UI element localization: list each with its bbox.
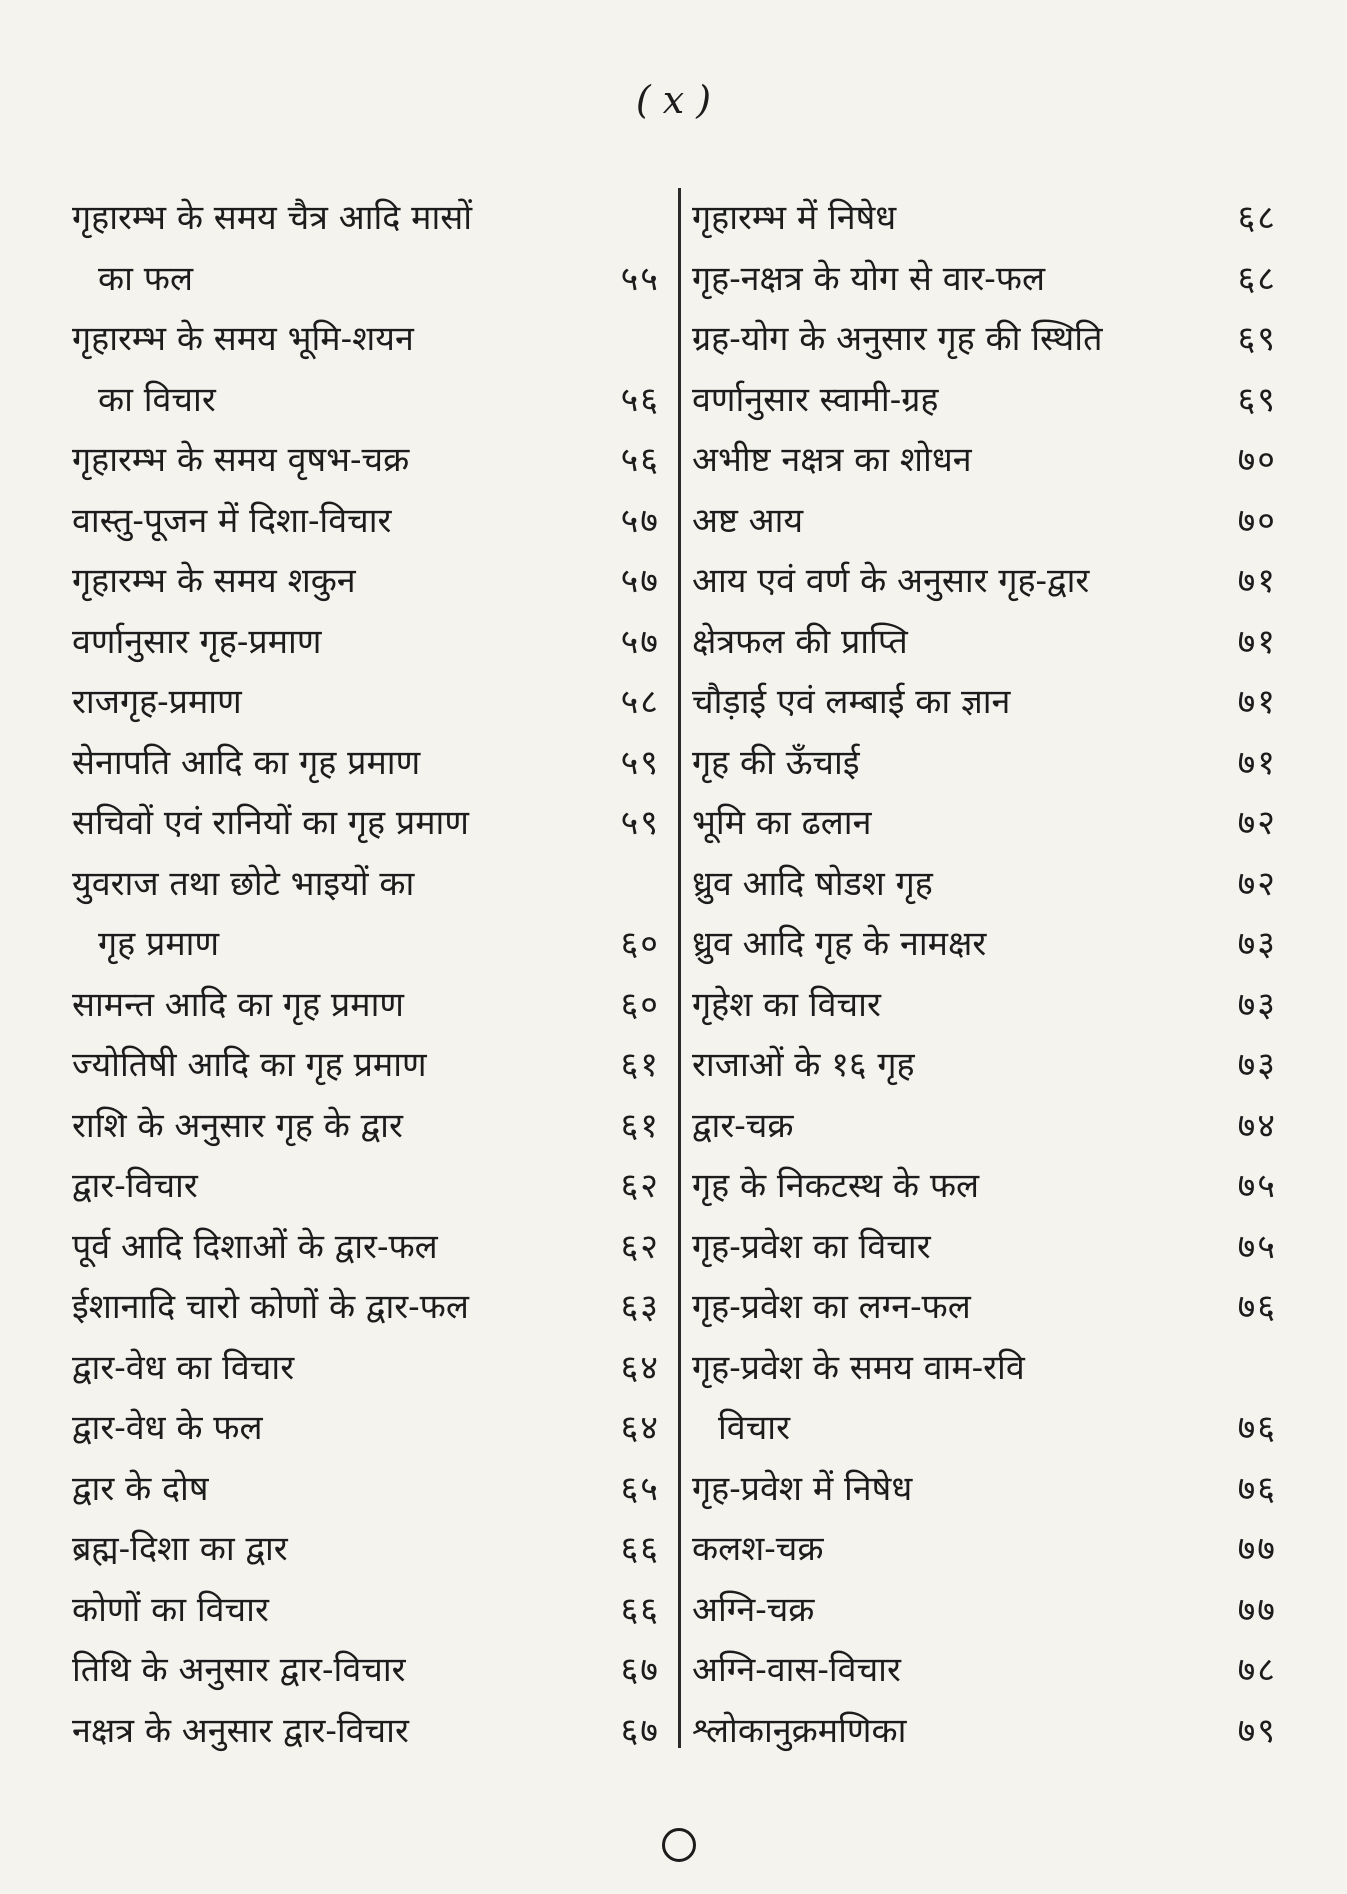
toc-entry-title: द्वार-विचार bbox=[72, 1166, 198, 1206]
toc-entry-title: द्वार-चक्र bbox=[692, 1105, 794, 1146]
toc-entry-title: गृह-प्रवेश के समय वाम-रवि bbox=[692, 1347, 1025, 1388]
toc-entry-title: द्वार-वेध के फल bbox=[72, 1408, 263, 1448]
toc-entry-title: तिथि के अनुसार द्वार-विचार bbox=[72, 1650, 406, 1690]
toc-entry-page-number: ६४ bbox=[620, 1347, 660, 1388]
toc-entry-title: गृह-नक्षत्र के योग से वार-फल bbox=[692, 258, 1046, 299]
toc-entry-page-number: ५६ bbox=[620, 440, 660, 480]
toc-entry-page-number: ६५ bbox=[620, 1468, 660, 1509]
page-number-header: ( x ) bbox=[635, 78, 712, 122]
toc-entry bbox=[692, 1035, 1277, 1096]
toc-entry bbox=[692, 1277, 1277, 1338]
toc-entry-page-number: ६३ bbox=[620, 1287, 660, 1327]
toc-entry-title: गृह-प्रवेश का विचार bbox=[692, 1226, 931, 1267]
toc-entry bbox=[72, 309, 660, 370]
toc-entry-page-number: ७९ bbox=[1237, 1710, 1277, 1751]
toc-entry-page-number: ७१ bbox=[1237, 682, 1277, 722]
toc-entry bbox=[72, 1217, 660, 1278]
toc-entry bbox=[72, 672, 660, 733]
toc-entry bbox=[692, 793, 1277, 854]
toc-entry bbox=[72, 975, 660, 1036]
contents-right-column bbox=[692, 188, 1277, 1761]
toc-entry-title: क्षेत्रफल की प्राप्ति bbox=[692, 621, 908, 662]
toc-entry bbox=[72, 1035, 660, 1096]
toc-entry-title: राजगृह-प्रमाण bbox=[72, 682, 242, 722]
toc-entry bbox=[72, 249, 660, 310]
toc-entry bbox=[72, 1156, 660, 1217]
toc-entry-page-number: ६० bbox=[620, 924, 660, 964]
toc-entry bbox=[692, 975, 1277, 1036]
toc-entry bbox=[72, 1701, 660, 1762]
toc-entry-title: ध्रुव आदि षोडश गृह bbox=[692, 863, 933, 904]
toc-entry bbox=[72, 793, 660, 854]
toc-entry bbox=[692, 914, 1277, 975]
toc-entry-title: वर्णानुसार गृह-प्रमाण bbox=[72, 621, 322, 662]
toc-entry bbox=[72, 1640, 660, 1701]
toc-entry-page-number: ५८ bbox=[620, 682, 660, 722]
toc-entry-title: नक्षत्र के अनुसार द्वार-विचार bbox=[72, 1710, 409, 1751]
toc-entry-title: युवराज तथा छोटे भाइयों का bbox=[72, 863, 415, 904]
toc-entry bbox=[692, 1338, 1277, 1399]
toc-entry bbox=[72, 491, 660, 552]
toc-entry bbox=[72, 1459, 660, 1520]
toc-entry-page-number: ७७ bbox=[1237, 1529, 1277, 1569]
toc-entry bbox=[692, 249, 1277, 310]
toc-entry-page-number: ७३ bbox=[1237, 984, 1277, 1025]
toc-entry-page-number: ६७ bbox=[620, 1650, 660, 1690]
toc-entry bbox=[72, 854, 660, 915]
toc-entry-title: गृह प्रमाण bbox=[98, 924, 220, 964]
toc-entry-title: अष्ट आय bbox=[692, 500, 804, 541]
toc-entry-title: ईशानादि चारो कोणों के द्वार-फल bbox=[72, 1287, 469, 1327]
toc-entry-page-number: ७६ bbox=[1237, 1287, 1277, 1327]
toc-entry-title: गृहारम्भ में निषेध bbox=[692, 198, 897, 238]
toc-entry-title: सामन्त आदि का गृह प्रमाण bbox=[72, 984, 404, 1025]
toc-entry-page-number: ७१ bbox=[1237, 621, 1277, 662]
toc-entry-page-number: ६१ bbox=[620, 1105, 660, 1146]
toc-entry bbox=[692, 309, 1277, 370]
toc-entry bbox=[692, 1580, 1277, 1641]
toc-entry bbox=[692, 1459, 1277, 1520]
toc-entry-title: गृह की ऊँचाई bbox=[692, 742, 860, 783]
toc-entry-page-number: ६२ bbox=[620, 1166, 660, 1206]
toc-entry-title: सेनापति आदि का गृह प्रमाण bbox=[72, 742, 421, 783]
toc-entry-title: चौड़ाई एवं लम्बाई का ज्ञान bbox=[692, 682, 1011, 722]
toc-entry-title: वर्णानुसार स्वामी-ग्रह bbox=[692, 379, 939, 420]
toc-entry-title: राशि के अनुसार गृह के द्वार bbox=[72, 1105, 403, 1146]
toc-entry bbox=[692, 1096, 1277, 1157]
toc-entry-page-number: ५६ bbox=[620, 379, 660, 420]
toc-entry-page-number: ६२ bbox=[620, 1226, 660, 1267]
toc-entry bbox=[72, 1398, 660, 1459]
toc-entry-page-number: ७५ bbox=[1237, 1226, 1277, 1267]
toc-entry bbox=[692, 551, 1277, 612]
toc-entry-page-number: ७३ bbox=[1237, 924, 1277, 964]
toc-entry bbox=[72, 1580, 660, 1641]
toc-entry-title: गृह के निकटस्थ के फल bbox=[692, 1166, 980, 1206]
toc-entry-title: श्लोकानुक्रमणिका bbox=[692, 1710, 907, 1751]
toc-entry bbox=[72, 430, 660, 491]
column-divider bbox=[678, 188, 681, 1748]
toc-entry-page-number: ६८ bbox=[1237, 258, 1277, 299]
toc-entry-title: गृहारम्भ के समय वृषभ-चक्र bbox=[72, 440, 410, 480]
toc-entry bbox=[72, 551, 660, 612]
toc-entry-page-number: ६८ bbox=[1237, 198, 1277, 238]
toc-entry-title: आय एवं वर्ण के अनुसार गृह-द्वार bbox=[692, 561, 1090, 601]
toc-entry-page-number: ७१ bbox=[1237, 561, 1277, 601]
toc-entry bbox=[692, 1217, 1277, 1278]
toc-entry-page-number: ७३ bbox=[1237, 1045, 1277, 1085]
toc-entry-title: अग्नि-वास-विचार bbox=[692, 1650, 901, 1690]
toc-entry bbox=[692, 1519, 1277, 1580]
toc-entry-page-number: ७७ bbox=[1237, 1589, 1277, 1630]
toc-entry-page-number: ६० bbox=[620, 984, 660, 1025]
toc-entry-page-number: ६७ bbox=[620, 1710, 660, 1751]
toc-entry-title: कोणों का विचार bbox=[72, 1589, 269, 1630]
toc-entry-title: ज्योतिषी आदि का गृह प्रमाण bbox=[72, 1045, 427, 1085]
toc-entry bbox=[72, 612, 660, 673]
toc-entry-title: विचार bbox=[718, 1408, 791, 1448]
toc-entry-page-number: ७० bbox=[1237, 440, 1277, 480]
toc-entry-title: गृह-प्रवेश का लग्न-फल bbox=[692, 1287, 971, 1327]
toc-entry-title: गृहेश का विचार bbox=[692, 984, 881, 1025]
footer-circle-mark bbox=[662, 1828, 696, 1862]
toc-entry-title: भूमि का ढलान bbox=[692, 803, 872, 843]
toc-entry-page-number: ६१ bbox=[620, 1045, 660, 1085]
toc-entry-title: ग्रह-योग के अनुसार गृह की स्थिति bbox=[692, 319, 1103, 359]
toc-entry-page-number: ६६ bbox=[620, 1589, 660, 1630]
toc-entry-page-number: ५९ bbox=[620, 803, 660, 843]
toc-entry bbox=[692, 733, 1277, 794]
toc-entry bbox=[72, 1338, 660, 1399]
toc-entry bbox=[692, 1640, 1277, 1701]
toc-entry-page-number: ७२ bbox=[1237, 803, 1277, 843]
toc-entry-page-number: ५५ bbox=[620, 258, 660, 299]
toc-entry bbox=[692, 188, 1277, 249]
toc-entry-title: गृहारम्भ के समय भूमि-शयन bbox=[72, 319, 414, 359]
toc-entry-page-number: ५७ bbox=[620, 621, 660, 662]
toc-entry-page-number: ६६ bbox=[620, 1529, 660, 1569]
toc-entry-title: अग्नि-चक्र bbox=[692, 1589, 815, 1630]
toc-entry bbox=[692, 370, 1277, 431]
toc-entry bbox=[72, 1519, 660, 1580]
toc-entry-title: का विचार bbox=[98, 379, 216, 420]
toc-entry bbox=[72, 370, 660, 431]
contents-left-column bbox=[72, 188, 660, 1761]
toc-entry-page-number: ७१ bbox=[1237, 742, 1277, 783]
toc-entry-page-number: ७२ bbox=[1237, 863, 1277, 904]
toc-entry bbox=[692, 1701, 1277, 1762]
toc-entry-page-number: ५७ bbox=[620, 500, 660, 541]
toc-entry-title: ध्रुव आदि गृह के नामक्षर bbox=[692, 924, 987, 964]
toc-entry bbox=[72, 188, 660, 249]
toc-entry-page-number: ५७ bbox=[620, 561, 660, 601]
toc-entry-page-number: ७४ bbox=[1237, 1105, 1277, 1146]
toc-entry bbox=[72, 1277, 660, 1338]
toc-entry bbox=[72, 1096, 660, 1157]
toc-entry-title: कलश-चक्र bbox=[692, 1529, 824, 1569]
toc-entry-page-number: ६९ bbox=[1237, 379, 1277, 420]
toc-entry-title: ब्रह्म-दिशा का द्वार bbox=[72, 1529, 288, 1569]
toc-entry-title: वास्तु-पूजन में दिशा-विचार bbox=[72, 500, 392, 541]
toc-entry bbox=[692, 1398, 1277, 1459]
toc-entry-title: द्वार के दोष bbox=[72, 1468, 209, 1509]
toc-entry-page-number: ७८ bbox=[1237, 1650, 1277, 1690]
toc-entry-page-number: ७५ bbox=[1237, 1166, 1277, 1206]
toc-entry-title: गृह-प्रवेश में निषेध bbox=[692, 1468, 913, 1509]
toc-entry-page-number: ६९ bbox=[1237, 319, 1277, 359]
toc-entry-page-number: ७६ bbox=[1237, 1468, 1277, 1509]
toc-entry bbox=[72, 733, 660, 794]
toc-entry-title: पूर्व आदि दिशाओं के द्वार-फल bbox=[72, 1226, 438, 1267]
toc-entry-title: गृहारम्भ के समय चैत्र आदि मासों bbox=[72, 198, 473, 238]
toc-entry bbox=[692, 854, 1277, 915]
toc-entry bbox=[692, 430, 1277, 491]
toc-entry-page-number: ६४ bbox=[620, 1408, 660, 1448]
toc-entry-title: अभीष्ट नक्षत्र का शोधन bbox=[692, 440, 972, 480]
toc-entry-page-number: ५९ bbox=[620, 742, 660, 783]
toc-entry bbox=[692, 1156, 1277, 1217]
toc-entry bbox=[692, 491, 1277, 552]
toc-entry-page-number: ७६ bbox=[1237, 1408, 1277, 1448]
toc-entry-title: सचिवों एवं रानियों का गृह प्रमाण bbox=[72, 803, 469, 843]
toc-entry-title: का फल bbox=[98, 258, 193, 299]
toc-entry bbox=[72, 914, 660, 975]
toc-entry-title: द्वार-वेध का विचार bbox=[72, 1347, 295, 1388]
toc-entry-title: राजाओं के १६ गृह bbox=[692, 1045, 915, 1085]
toc-entry bbox=[692, 672, 1277, 733]
toc-entry-title: गृहारम्भ के समय शकुन bbox=[72, 561, 356, 601]
toc-entry-page-number: ७० bbox=[1237, 500, 1277, 541]
toc-entry bbox=[692, 612, 1277, 673]
